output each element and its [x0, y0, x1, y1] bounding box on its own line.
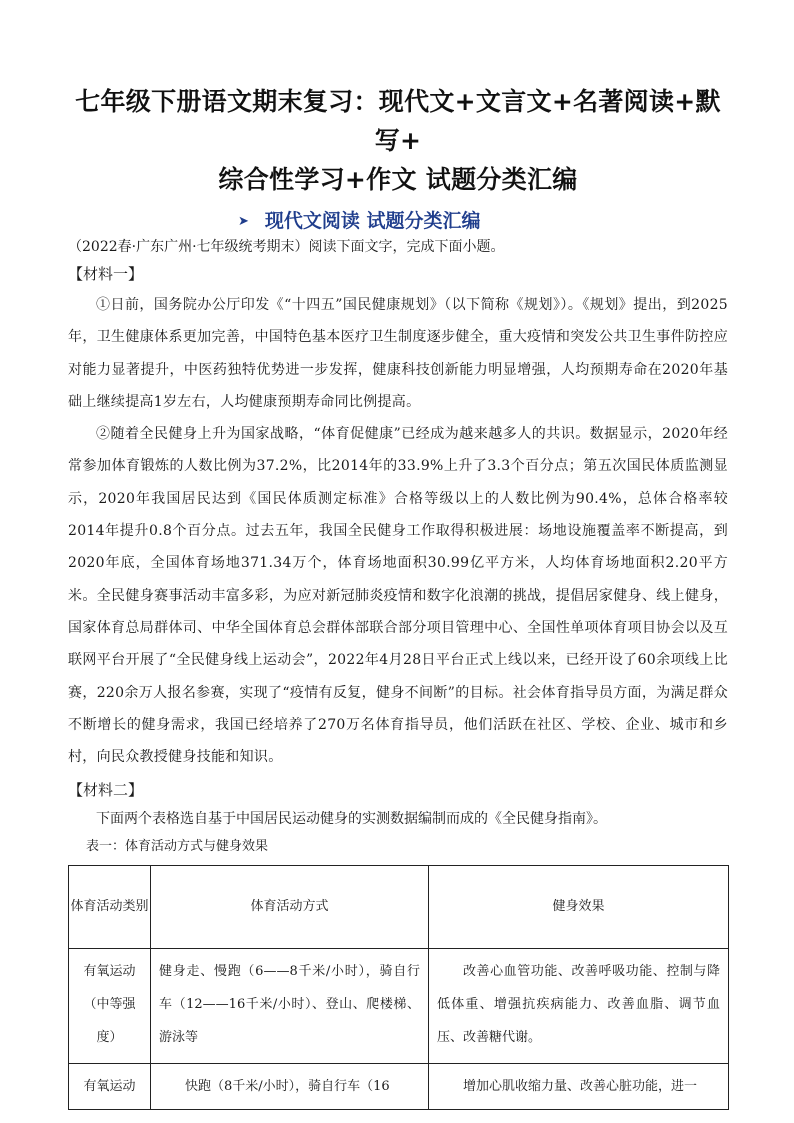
material-1-heading: 【材料一】: [68, 265, 144, 283]
document-title: [68, 82, 728, 199]
table-header-row: [69, 866, 729, 949]
title-line-2: 综合性学习+作文 试题分类汇编: [218, 165, 578, 194]
table-header-category: 体育活动类别: [69, 866, 151, 949]
table-cell-effect: 改善心血管功能、改善呼吸功能、控制与降低体重、增强抗疾病能力、改善血脂、调节血压、改善糖代谢。: [429, 949, 729, 1064]
fitness-table: [68, 865, 729, 1110]
document-page: [68, 82, 728, 1110]
material-2-note: 下面两个表格选自基于中国居民运动健身的实测数据编制而成的《全民健身指南》。: [96, 811, 607, 828]
table-cell-method: 健身走、慢跑（6——8千米/小时），骑自行车（12——16千米/小时）、登山、爬楼梯、游泳等: [151, 949, 429, 1064]
section-heading: [68, 207, 728, 235]
table-row: [69, 1064, 729, 1110]
table-cell-category: 有氧运动: [69, 1064, 151, 1110]
material-1-paragraph-2: ②随着全民健身上升为国家战略，“体育促健康”已经成为越来越多人的共识。数据显示，2020年经常参加体育锻炼的人数比例为37.2%，比2014年的33.9%上升了3.3个百分点；第五次国民体质监测显示，2020年我国居民达到《国民体质测定标准》合格等级以上的人数比例为90.4%，总体合格率较2014年提升0.8个百分点。过去五年，我国全民健身工作取得积极进展：场地设施覆盖率不断提高，到2020年底，全国体育场地371.34万个，体育场地面积30.99亿平方米，人均体育场地面积2.20平方米。全民健身赛事活动丰富多彩，为应对新冠肺炎疫情和数字化浪潮的挑战，提倡居家健身、线上健身，国家体育总局群体司、中华全国体育总会群体部联合部分项目管理中心、全国性单项体育项目协会以及互联网平台开展了“全民健身线上运动会”，2022年4月28日平台正式上线以来，已经开设了60余项线上比赛，220余万人报名参赛，实现了“疫情有反复，健身不间断”的目标。社会体育指导员方面，为满足群众不断增长的健身需求，我国已经培养了270万名体育指导员，他们活跃在社区、学校、企业、城市和乡村，向民众教授健身技能和知识。: [68, 426, 728, 766]
table-row: [69, 949, 729, 1064]
title-line-1: 七年级下册语文期末复习：现代文+文言文+名著阅读+默写+: [75, 87, 721, 155]
material-1-paragraph-1: ①日前，国务院办公厅印发《“十四五”国民健康规划》（以下简称《规划》）。《规划》提出，到2025年，卫生健康体系更加完善，中国特色基本医疗卫生制度逐步健全，重大疫情和突发公共卫生事件防控应对能力显著提升，中医药独特优势进一步发挥，健康科技创新能力明显增强，人均预期寿命在2020年基础上继续提高1岁左右，人均健康预期寿命同比例提高。: [68, 297, 728, 410]
table-cell-method: 快跑（8千米/小时），骑自行车（16: [151, 1064, 429, 1110]
section-heading-label: 现代文阅读 试题分类汇编: [264, 210, 481, 232]
table-caption: 表一：体育活动方式与健身效果: [86, 839, 269, 855]
table-header-method: 体育活动方式: [151, 866, 429, 949]
arrow-bullet-icon: ➤: [238, 214, 249, 229]
table-header-effect: 健身效果: [429, 866, 729, 949]
table-cell-category: 有氧运动（中等强度）: [69, 949, 151, 1064]
material-2-heading: 【材料二】: [68, 781, 144, 800]
question-intro: （2022春·广东广州·七年级统考期末）阅读下面文字，完成下面小题。: [68, 239, 505, 255]
table-cell-effect: 增加心肌收缩力量、改善心脏功能，进一: [429, 1064, 729, 1110]
